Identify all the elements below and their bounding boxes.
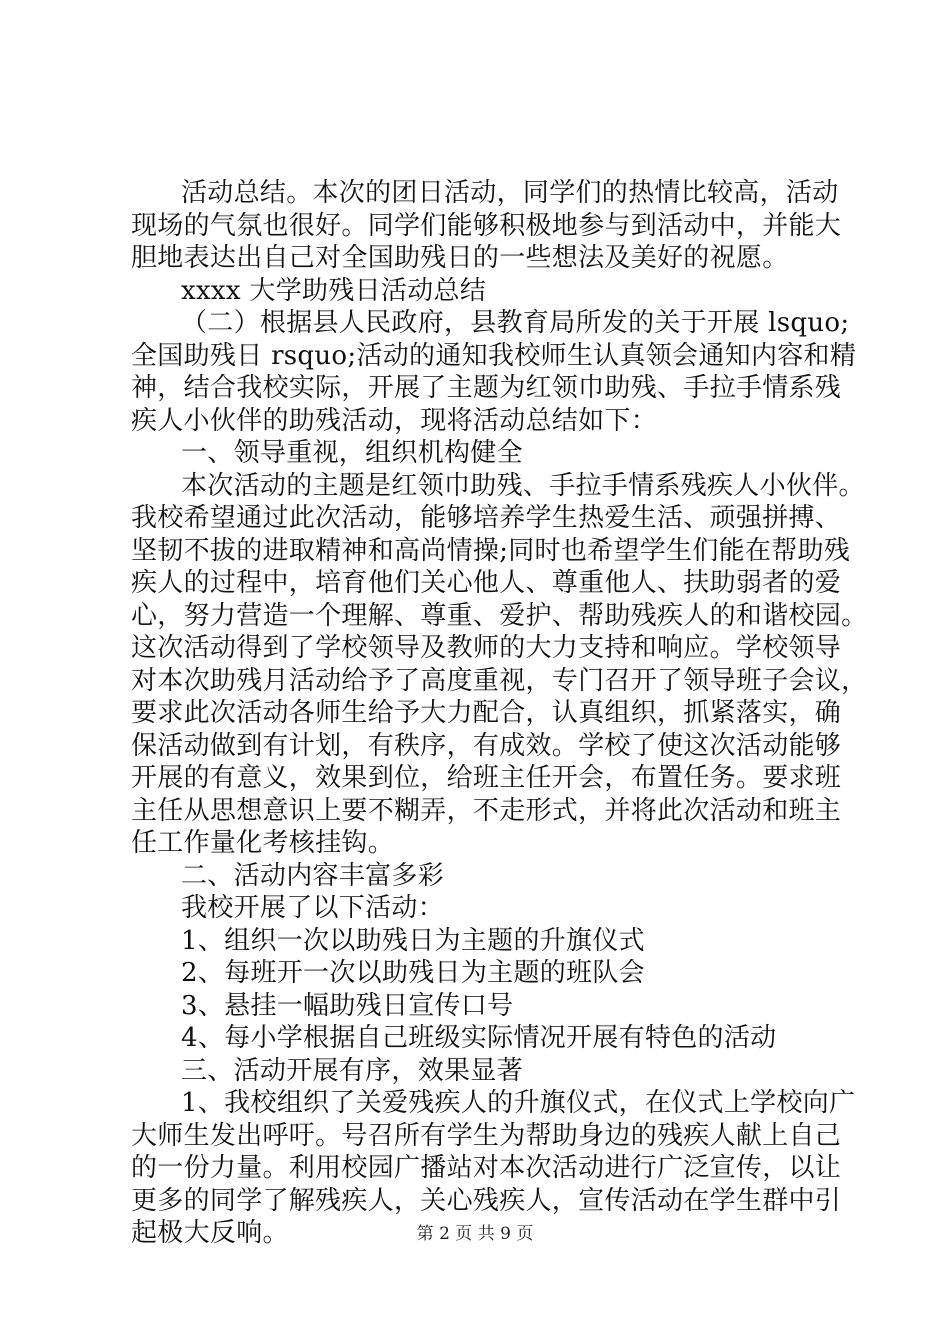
- list-item: 2、每班开一次以助残日为主题的班队会: [181, 958, 645, 988]
- list-item: 4、每小学根据自己班级实际情况开展有特色的活动: [181, 1023, 777, 1053]
- section-heading: 一、领导重视，组织机构健全: [181, 438, 523, 468]
- text-line: 大师生发出呼吁。号召所有学生为帮助身边的残疾人献上自己: [131, 1120, 842, 1151]
- text-line: 更多的同学了解残疾人，关心残疾人，宣传活动在学生群中引: [131, 1185, 842, 1216]
- text-line: 要求此次活动各师生给予大力配合，认真组织，抓紧落实，确: [131, 698, 842, 728]
- document-body: [131, 177, 868, 1250]
- text-line: 疾人的过程中，培育他们关心他人、尊重他人、扶助弱者的爱: [131, 568, 842, 598]
- text-line: 这次活动得到了学校领导及教师的大力支持和响应。学校领导: [131, 633, 842, 663]
- text-line: 我校希望通过此次活动，能够培养学生热爱生活、顽强拼搏、: [131, 503, 842, 533]
- text-line: 我校开展了以下活动：: [181, 893, 445, 923]
- text-line: 1、我校组织了关爱残疾人的升旗仪式，在仪式上学校向广: [181, 1088, 856, 1118]
- text-line: 起极大反响。: [131, 1218, 289, 1248]
- text-line: 本次活动的主题是红领巾助残、手拉手情系残疾人小伙伴。: [181, 470, 865, 501]
- text-line: 任工作量化考核挂钩。: [131, 828, 395, 858]
- section-heading: 二、活动内容丰富多彩: [181, 860, 445, 891]
- text-line: 开展的有意义，效果到位，给班主任开会，布置任务。要求班: [131, 763, 842, 793]
- section-title: xxxx 大学助残日活动总结: [181, 275, 487, 306]
- text-line: 保活动做到有计划，有秩序，有成效。学校了使这次活动能够: [131, 730, 842, 761]
- text-line: （二）根据县人民政府，县教育局所发的关于开展 lsquo;: [181, 308, 850, 338]
- section-heading: 三、活动开展有序，效果显著: [181, 1055, 523, 1086]
- text-line: 心，努力营造一个理解、尊重、爱护、帮助残疾人的和谐校园。: [131, 600, 868, 631]
- text-line: 神，结合我校实际，开展了主题为红领巾助残、手拉手情系残: [131, 373, 842, 403]
- page-number-footer: 第 2 页 共 9 页: [416, 1224, 534, 1244]
- list-item: 1、组织一次以助残日为主题的升旗仪式: [181, 925, 645, 956]
- text-line: 全国助残日 rsquo;活动的通知我校师生认真领会通知内容和精: [131, 340, 857, 371]
- text-line: 现场的气氛也很好。同学们能够积极地参与到活动中，并能大: [131, 210, 842, 241]
- text-line: 疾人小伙伴的助残活动，现将活动总结如下：: [131, 405, 658, 436]
- text-line: 对本次助残月活动给予了高度重视，专门召开了领导班子会议，: [131, 665, 868, 696]
- text-line: 主任从思想意识上要不糊弄，不走形式，并将此次活动和班主: [131, 795, 842, 826]
- text-line: 胆地表达出自己对全国助残日的一些想法及美好的祝愿。: [131, 243, 789, 273]
- text-line: 的一份力量。利用校园广播站对本次活动进行广泛宣传，以让: [131, 1153, 842, 1183]
- text-line: 坚韧不拔的进取精神和高尚情操;同时也希望学生们能在帮助残: [131, 535, 851, 566]
- text-line: 活动总结。本次的团日活动，同学们的热情比较高，活动: [181, 178, 839, 208]
- list-item: 3、悬挂一幅助残日宣传口号: [181, 990, 514, 1021]
